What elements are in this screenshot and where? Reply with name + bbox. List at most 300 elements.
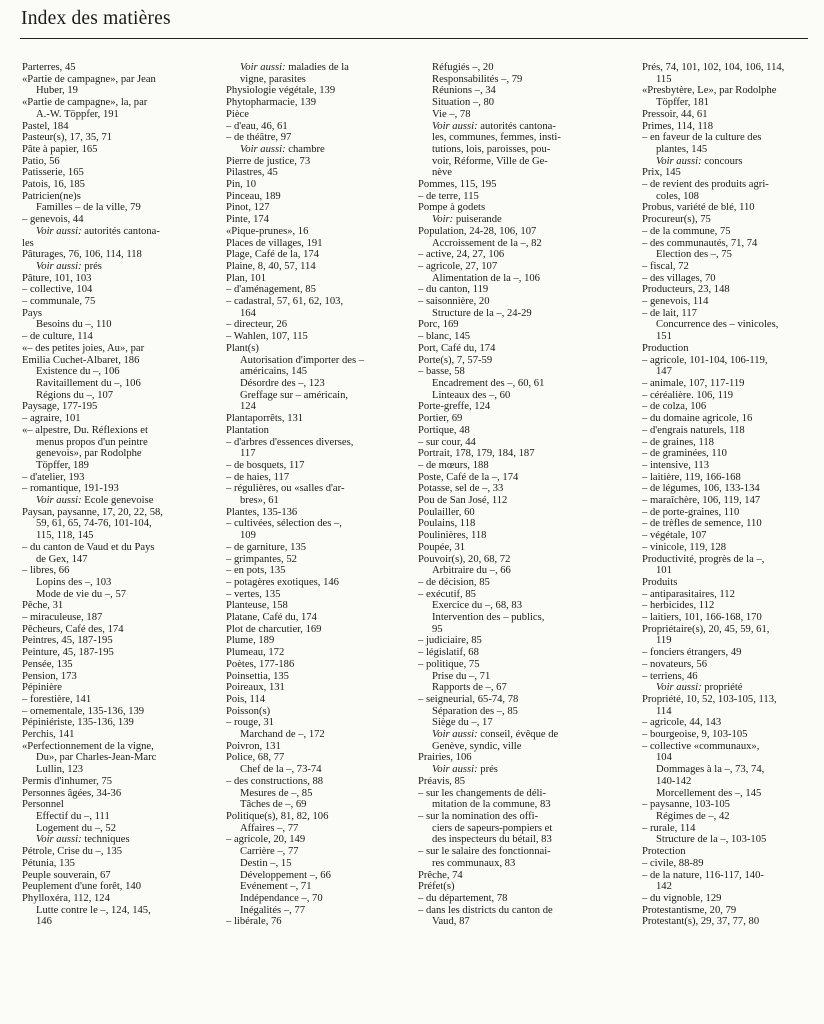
index-entry: Poulailler, 60 [418, 506, 475, 518]
index-entry: Voir aussi: Ecole genevoise [36, 495, 154, 507]
index-entry: – basse, 58 [418, 366, 465, 378]
index-entry: Poulains, 118 [418, 518, 476, 530]
index-entry: – du canton, 119 [418, 284, 489, 296]
index-entry: Politique(s), 81, 82, 106 [226, 811, 329, 822]
index-entry: – en faveur de la culture des [642, 132, 762, 144]
index-entry: Inégalités –, 77 [240, 904, 306, 916]
index-entry: Autorisation d'importer des – [240, 354, 365, 366]
index-entry: Patisserie, 165 [22, 167, 84, 179]
index-entry: Producteurs, 23, 148 [642, 284, 730, 296]
index-entry: – sur les changements de déli- [418, 787, 546, 799]
index-entry: Voir aussi: propriété [656, 682, 743, 694]
index-entry: – cultivées, sélection des –, [226, 518, 342, 530]
index-entry: Affaires –, 77 [240, 822, 299, 834]
index-entry: Pensée, 135 [22, 658, 73, 670]
index-entry: – de théâtre, 97 [226, 132, 292, 144]
index-entry: Accroissement de la –, 82 [432, 237, 542, 249]
index-entry: – de lait, 117 [642, 307, 697, 319]
index-entry: – agricole, 44, 143 [642, 717, 722, 729]
index-entry: Pâturages, 76, 106, 114, 118 [22, 249, 142, 261]
index-entry: Développement –, 66 [240, 869, 331, 881]
index-entry: 146 [36, 916, 52, 928]
index-entry: Lutte contre le –, 124, 145, [36, 904, 151, 916]
index-entry: – agraire, 101 [22, 413, 81, 425]
index-entry: 101 [656, 565, 672, 577]
index-entry: Pépiniériste, 135-136, 139 [22, 717, 134, 729]
index-entry: Peinture, 45, 187-195 [22, 647, 114, 659]
index-entry: Familles – de la ville, 79 [36, 202, 141, 214]
index-entry: 119 [656, 635, 672, 647]
index-entry: les, communes, femmes, insti- [432, 132, 561, 144]
index-column-2 [226, 62, 398, 928]
index-entry: Peuple souverain, 67 [22, 869, 111, 881]
index-entry: Physiologie végétale, 139 [226, 85, 336, 97]
page-title: Index des matières [21, 8, 171, 29]
index-entry: Plot de charcutier, 169 [226, 623, 322, 635]
index-entry: – du vignoble, 129 [642, 892, 722, 904]
index-entry: – législatif, 68 [418, 647, 479, 659]
index-entry: Marchand de –, 172 [240, 729, 325, 741]
index-entry: – miraculeuse, 187 [22, 612, 103, 624]
index-entry: Voir aussi: chambre [240, 143, 325, 155]
index-entry: – d'engrais naturels, 118 [642, 424, 745, 436]
page-header [20, 8, 808, 39]
index-entry: Peintres, 45, 187-195 [22, 635, 113, 647]
index-entry: Pétrole, Crise du –, 135 [22, 846, 123, 858]
index-entry: tutions, lois, paroisses, pou- [432, 143, 551, 155]
index-entry: Patois, 16, 185 [22, 179, 85, 191]
index-entry: Porte-greffe, 124 [418, 401, 491, 413]
index-entry: – potagères exotiques, 146 [226, 576, 339, 588]
index-entry: Responsabilités –, 79 [432, 73, 523, 85]
index-entry: Pouvoir(s), 20, 68, 72 [418, 553, 511, 565]
index-entry: Protection [642, 846, 686, 858]
index-entry: – de bosquets, 117 [226, 459, 305, 471]
index-entry: Prés, 74, 101, 102, 104, 106, 114, [642, 62, 785, 73]
index-entry: Protestant(s), 29, 37, 77, 80 [642, 916, 760, 928]
index-entry: – d'aménagement, 85 [226, 284, 316, 296]
index-entry: Pilastres, 45 [226, 167, 278, 179]
index-entry: Procureur(s), 75 [642, 214, 711, 226]
index-entry: – saisonnière, 20 [418, 296, 490, 308]
index-entry: – libérale, 76 [226, 916, 282, 928]
index-entry: bres», 61 [240, 495, 279, 507]
index-entry: Poireaux, 131 [226, 682, 285, 694]
index-entry: – sur le salaire des fonctionnai- [418, 846, 551, 858]
index-entry: Parterres, 45 [22, 62, 76, 73]
index-entry: – politique, 75 [418, 658, 480, 670]
index-entry: Töpffer, 181 [656, 97, 709, 109]
index-entry: Primes, 114, 118 [642, 120, 714, 132]
index-entry: Phytopharmacie, 139 [226, 97, 317, 109]
index-entry: – agricole, 20, 149 [226, 834, 306, 846]
index-entry: des inspecteurs du bétail, 83 [432, 834, 552, 846]
index-entry: – maraîchère, 106, 119, 147 [642, 495, 761, 507]
index-entry: – collective, 104 [22, 284, 93, 296]
index-entry: 115, 118, 145 [36, 530, 94, 542]
index-entry: Pastel, 184 [22, 120, 69, 132]
index-entry: – civile, 88-89 [642, 857, 704, 869]
index-entry: – céréalière. 106, 119 [642, 389, 734, 401]
index-entry: Töpffer, 189 [36, 459, 89, 471]
index-entry: Plantaporrêts, 131 [226, 413, 304, 425]
index-entry: – de la nature, 116-117, 140- [642, 869, 764, 881]
index-entry: Poulinières, 118 [418, 530, 487, 542]
index-entry: – de mœurs, 188 [418, 459, 489, 471]
index-entry: Effectif du –, 111 [36, 811, 110, 822]
index-entry: – de légumes, 106, 133-134 [642, 483, 760, 495]
index-entry: Probus, variété de blé, 110 [642, 202, 755, 214]
index-entry: nève [432, 167, 452, 179]
index-entry: – de terre, 115 [418, 190, 479, 202]
index-entry: – de culture, 114 [22, 331, 93, 343]
index-entry: – bourgeoise, 9, 103-105 [642, 729, 748, 741]
index-entry: Plumeau, 172 [226, 647, 285, 659]
index-entry: Poivron, 131 [226, 740, 281, 752]
index-entry: Production [642, 342, 689, 354]
index-entry: Préavis, 85 [418, 775, 466, 787]
index-entry: – de colza, 106 [642, 401, 707, 413]
index-entry: Intervention des – publics, [432, 612, 545, 624]
index-entry: Situation –, 80 [432, 97, 495, 109]
index-entry: Siège du –, 17 [432, 717, 493, 729]
index-entry: Voir aussi: techniques [36, 834, 130, 846]
index-entry: Voir aussi: prés [36, 260, 102, 272]
index-entry: Rapports de –, 67 [432, 682, 507, 694]
index-entry: – de haies, 117 [226, 471, 290, 483]
index-entry: Emilia Cuchet-Albaret, 186 [22, 354, 140, 366]
index-entry: Plantation [226, 424, 269, 436]
index-entry: – en pots, 135 [226, 565, 286, 577]
index-entry: «– alpestre, Du. Réflexions et [22, 424, 148, 436]
index-entry: Pierre de justice, 73 [226, 155, 311, 167]
index-entry: Voir aussi: maladies de la [240, 62, 349, 73]
index-entry: voir, Réforme, Ville de Ge- [432, 155, 548, 167]
index-entry: – forestière, 141 [22, 693, 92, 705]
index-entry: – agricole, 101-104, 106-119, [642, 354, 768, 366]
index-entry: Plantes, 135-136 [226, 506, 298, 518]
index-entry: Produits [642, 576, 678, 588]
index-entry: – genevois, 114 [642, 296, 709, 308]
index-entry: Régimes de –, 42 [656, 811, 730, 822]
index-entry: – végétale, 107 [642, 530, 707, 542]
index-entry: menus propos d'un peintre [36, 436, 148, 448]
index-entry: – blanc, 145 [418, 331, 471, 343]
index-entry: – de trèfles de semence, 110 [642, 518, 762, 530]
index-column-3 [418, 62, 616, 928]
index-column-4 [642, 62, 818, 928]
index-entry: Réunions –, 34 [432, 85, 496, 97]
index-entry: – de la commune, 75 [642, 225, 731, 237]
index-entry: Prix, 145 [642, 167, 681, 179]
index-entry: – collective «communaux», [642, 740, 760, 752]
index-entry: Places de villages, 191 [226, 237, 323, 249]
index-entry: – rurale, 114 [642, 822, 696, 834]
index-entry: Evénement –, 71 [240, 881, 312, 893]
index-entry: – fonciers étrangers, 49 [642, 647, 742, 659]
index-entry: Pommes, 115, 195 [418, 179, 497, 191]
index-entry: Prêche, 74 [418, 869, 463, 881]
index-entry: 114 [656, 705, 672, 717]
index-entry: Exercice du –, 68, 83 [432, 600, 523, 612]
index-entry: – vinicole, 119, 128 [642, 541, 727, 553]
index-entry: – de décision, 85 [418, 576, 490, 588]
index-entry: Plage, Café de la, 174 [226, 249, 319, 261]
index-entry: Arbitraire du –, 66 [432, 565, 511, 577]
index-entry: Voir aussi: concours [656, 155, 743, 167]
index-entry: «Perfectionnement de la vigne, [22, 740, 154, 752]
index-entry: res communaux, 83 [432, 857, 516, 869]
index-entry: Pin, 10 [226, 179, 257, 191]
index-entry: Lopins des –, 103 [36, 576, 112, 588]
index-entry: plantes, 145 [656, 143, 708, 155]
index-entry: Greffage sur – américain, [240, 389, 349, 401]
index-entry: Concurrence des – vinicoles, [656, 319, 779, 331]
index-entry: Pois, 114 [226, 693, 266, 705]
index-entry: Protestantisme, 20, 79 [642, 904, 737, 916]
index-entry: – des villages, 70 [642, 272, 716, 284]
index-entry: 104 [656, 752, 672, 764]
index-entry: – judiciaire, 85 [418, 635, 482, 647]
index-entry: – du département, 78 [418, 892, 508, 904]
index-entry: 164 [240, 307, 256, 319]
index-entry: Plaine, 8, 40, 57, 114 [226, 260, 316, 272]
index-entry: Personnes âgées, 34-36 [22, 787, 122, 799]
index-entry: ciers de sapeurs-pompiers et [432, 822, 553, 834]
index-entry: – sur la nomination des offi- [418, 811, 539, 822]
index-entry: 117 [240, 448, 256, 460]
index-entry: Propriétaire(s), 20, 45, 59, 61, [642, 623, 770, 635]
index-entry: Population, 24-28, 106, 107 [418, 225, 537, 237]
index-entry: 95 [432, 623, 443, 635]
index-entry: – de graines, 118 [642, 436, 714, 448]
index-entry: Pasteur(s), 17, 35, 71 [22, 132, 113, 144]
index-entry: «Partie de campagne», par Jean [22, 73, 156, 85]
index-entry: Encadrement des –, 60, 61 [432, 377, 545, 389]
index-entry: Personnel [22, 799, 64, 811]
index-entry: Pays [22, 307, 43, 319]
index-entry: mitation de la commune, 83 [432, 799, 551, 811]
index-entry: Election des –, 75 [656, 249, 732, 261]
index-entry: – paysanne, 103-105 [642, 799, 730, 811]
index-entry: – ornementale, 135-136, 139 [22, 705, 145, 717]
index-entry: Portier, 69 [418, 413, 463, 425]
index-entry: Portique, 48 [418, 424, 470, 436]
index-entry: – grimpantes, 52 [226, 553, 297, 565]
index-entry: Portrait, 178, 179, 184, 187 [418, 448, 535, 460]
index-entry: Pinceau, 189 [226, 190, 281, 202]
index-entry: – romantique, 191-193 [22, 483, 119, 495]
index-entry: – de porte-graines, 110 [642, 506, 740, 518]
index-entry: Plan, 101 [226, 272, 267, 284]
index-entry: Séparation des –, 85 [432, 705, 518, 717]
index-entry: Existence du –, 106 [36, 366, 120, 378]
index-entry: Indépendance –, 70 [240, 892, 323, 904]
index-entry: Poupée, 31 [418, 541, 466, 553]
index-entry: Potasse, sel de –, 33 [418, 483, 504, 495]
index-entry: – de revient des produits agri- [642, 179, 769, 191]
index-entry: Morcellement des –, 145 [656, 787, 762, 799]
index-entry: – herbicides, 112 [642, 600, 715, 612]
index-entry: Voir: puiserande [432, 214, 502, 226]
index-entry: Besoins du –, 110 [36, 319, 112, 331]
index-entry: 151 [656, 331, 672, 343]
index-entry: Mode de vie du –, 57 [36, 588, 127, 600]
index-entry: – des constructions, 88 [226, 775, 324, 787]
index-entry: Lullin, 123 [36, 764, 84, 776]
index-entry: – d'arbres d'essences diverses, [226, 436, 354, 448]
index-column-1 [22, 62, 200, 928]
index-entry: Voir aussi: conseil, évêque de [432, 729, 559, 741]
index-entry: – vertes, 135 [226, 588, 281, 600]
index-entry: Platane, Café du, 174 [226, 612, 317, 624]
index-entry: – régulières, ou «salles d'ar- [226, 483, 345, 495]
index-entry: Voir aussi: prés [432, 764, 498, 776]
index-entry: Paysage, 177-195 [22, 401, 98, 413]
index-entry: de Gex, 147 [36, 553, 88, 565]
index-entry: «– des petites joies, Au», par [22, 342, 145, 354]
index-entry: Linteaux des –, 60 [432, 389, 511, 401]
index-entry: Pâte à papier, 165 [22, 143, 98, 155]
index-entry: 115 [656, 73, 672, 85]
index-entry: coles, 108 [656, 190, 699, 202]
index-entry: Patio, 56 [22, 155, 60, 167]
index-entry: Permis d'inhumer, 75 [22, 775, 113, 787]
index-entry: Planteuse, 158 [226, 600, 288, 612]
index-entry: Réfugiés –, 20 [432, 62, 494, 73]
index-entry: Poisson(s) [226, 705, 271, 717]
index-entry: les [22, 237, 34, 249]
index-entry: – du canton de Vaud et du Pays [22, 541, 155, 553]
index-entry: Pinte, 174 [226, 214, 269, 226]
index-entry: Pétunia, 135 [22, 857, 75, 869]
index-entry: – active, 24, 27, 106 [418, 249, 505, 261]
index-entry: Porc, 169 [418, 319, 459, 331]
index-entry: – seigneurial, 65-74, 78 [418, 693, 519, 705]
index-entry: Pêche, 31 [22, 600, 64, 612]
index-entry: Police, 68, 77 [226, 752, 285, 764]
index-entry: Régions du –, 107 [36, 389, 114, 401]
index-entry: – sur cour, 44 [418, 436, 476, 448]
index-entry: – cadastral, 57, 61, 62, 103, [226, 296, 344, 308]
index-entry: – de garniture, 135 [226, 541, 307, 553]
index-entry: Poinsettia, 135 [226, 670, 289, 682]
index-entry: 59, 61, 65, 74-76, 101-104, [36, 518, 152, 530]
index-entry: Vaud, 87 [432, 916, 470, 928]
index-entry: – rouge, 31 [226, 717, 274, 729]
index-entry: Huber, 19 [36, 85, 78, 97]
index-entry: – animale, 107, 117-119 [642, 377, 745, 389]
index-entry: Poste, Café de la –, 174 [418, 471, 519, 483]
index-entry: – intensive, 113 [642, 459, 709, 471]
index-entry: Désordre des –, 123 [240, 377, 325, 389]
index-entry: Plant(s) [226, 342, 259, 354]
index-entry: – antiparasitaires, 112 [642, 588, 735, 600]
index-entry: 140-142 [656, 775, 692, 787]
index-entry: Vie –, 78 [432, 108, 471, 120]
index-entry: Pressoir, 44, 61 [642, 108, 708, 120]
index-entry: Pépinière [22, 682, 63, 694]
index-entry: Voir aussi: autorités cantona- [36, 225, 160, 237]
index-entry: – laitière, 119, 166-168 [642, 471, 741, 483]
index-entry: Pâture, 101, 103 [22, 272, 92, 284]
index-entry: «Pique-prunes», 16 [226, 225, 309, 237]
index-entry: Préfet(s) [418, 881, 455, 893]
index-entry: A.-W. Töppfer, 191 [36, 108, 119, 120]
index-entry: – du domaine agricole, 16 [642, 413, 753, 425]
index-entry: – terriens, 46 [642, 670, 698, 682]
index-entry: – libres, 66 [22, 565, 70, 577]
index-entry: Voir aussi: autorités cantona- [432, 120, 556, 132]
index-entry: – fiscal, 72 [642, 260, 689, 272]
index-entry: – agricole, 27, 107 [418, 260, 498, 272]
index-entry: Porte(s), 7, 57-59 [418, 354, 493, 366]
index-entry: Genève, syndic, ville [432, 740, 522, 752]
index-entry: Phylloxéra, 112, 124 [22, 892, 110, 904]
index-entry: Pension, 173 [22, 670, 77, 682]
index-entry: 147 [656, 366, 672, 378]
index-entry: – novateurs, 56 [642, 658, 708, 670]
index-entry: Port, Café du, 174 [418, 342, 496, 354]
index-entry: 142 [656, 881, 672, 893]
index-entry: – laitiers, 101, 166-168, 170 [642, 612, 762, 624]
index-entry: Paysan, paysanne, 17, 20, 22, 58, [22, 506, 163, 518]
index-entry: Dommages à la –, 73, 74, [656, 764, 765, 776]
index-entry: Peuplement d'une forêt, 140 [22, 881, 141, 893]
index-entry: – d'eau, 46, 61 [226, 120, 288, 132]
index-entry: 124 [240, 401, 256, 413]
index-entry: Pou de San José, 112 [418, 495, 508, 507]
index-entry: Ravitaillement du –, 106 [36, 377, 141, 389]
index-entry: «Presbytère, Le», par Rodolphe [642, 85, 777, 97]
index-entry: Pompe à godets [418, 202, 486, 214]
index-entry: – communale, 75 [22, 296, 96, 308]
index-entry: – Wahlen, 107, 115 [226, 331, 308, 343]
index-entry: Plume, 189 [226, 635, 275, 647]
index-entry: Poètes, 177-186 [226, 658, 295, 670]
index-entry: genevois», par Rodolphe [36, 448, 142, 460]
index-entry: – directeur, 26 [226, 319, 288, 331]
index-entry: – genevois, 44 [22, 214, 84, 226]
index-entry: – dans les districts du canton de [418, 904, 553, 916]
index-entry: Destin –, 15 [240, 857, 292, 869]
index-entry: Logement du –, 52 [36, 822, 117, 834]
index-entry: – d'atelier, 193 [22, 471, 85, 483]
index-entry: Perchis, 141 [22, 729, 75, 741]
index-entry: Propriété, 10, 52, 103-105, 113, [642, 693, 777, 705]
index-entry: Productivité, progrès de la –, [642, 553, 765, 565]
index-entry: Patricien(ne)s [22, 190, 81, 202]
index-entry: Chef de la –, 73-74 [240, 764, 322, 776]
index-entry: Structure de la –, 103-105 [656, 834, 767, 846]
index-entry: vigne, parasites [240, 73, 306, 85]
index-entry: – de graminées, 110 [642, 448, 727, 460]
index-entry: Mesures de –, 85 [240, 787, 313, 799]
index-entry: Alimentation de la –, 106 [432, 272, 540, 284]
index-entry: Pêcheurs, Café des, 174 [22, 623, 124, 635]
index-entry: 109 [240, 530, 256, 542]
index-entry: Carrière –, 77 [240, 846, 299, 858]
index-entry: Structure de la –, 24-29 [432, 307, 532, 319]
index-entry: – des communautés, 71, 74 [642, 237, 758, 249]
index-entry: Du», par Charles-Jean-Marc [36, 752, 157, 764]
index-entry: – exécutif, 85 [418, 588, 476, 600]
index-entry: Prise du –, 71 [432, 670, 491, 682]
index-entry: «Partie de campagne», la, par [22, 97, 148, 109]
index-entry: Prairies, 106 [418, 752, 472, 764]
index-entry: Pinot, 127 [226, 202, 270, 214]
index-entry: Tâches de –, 69 [240, 799, 307, 811]
